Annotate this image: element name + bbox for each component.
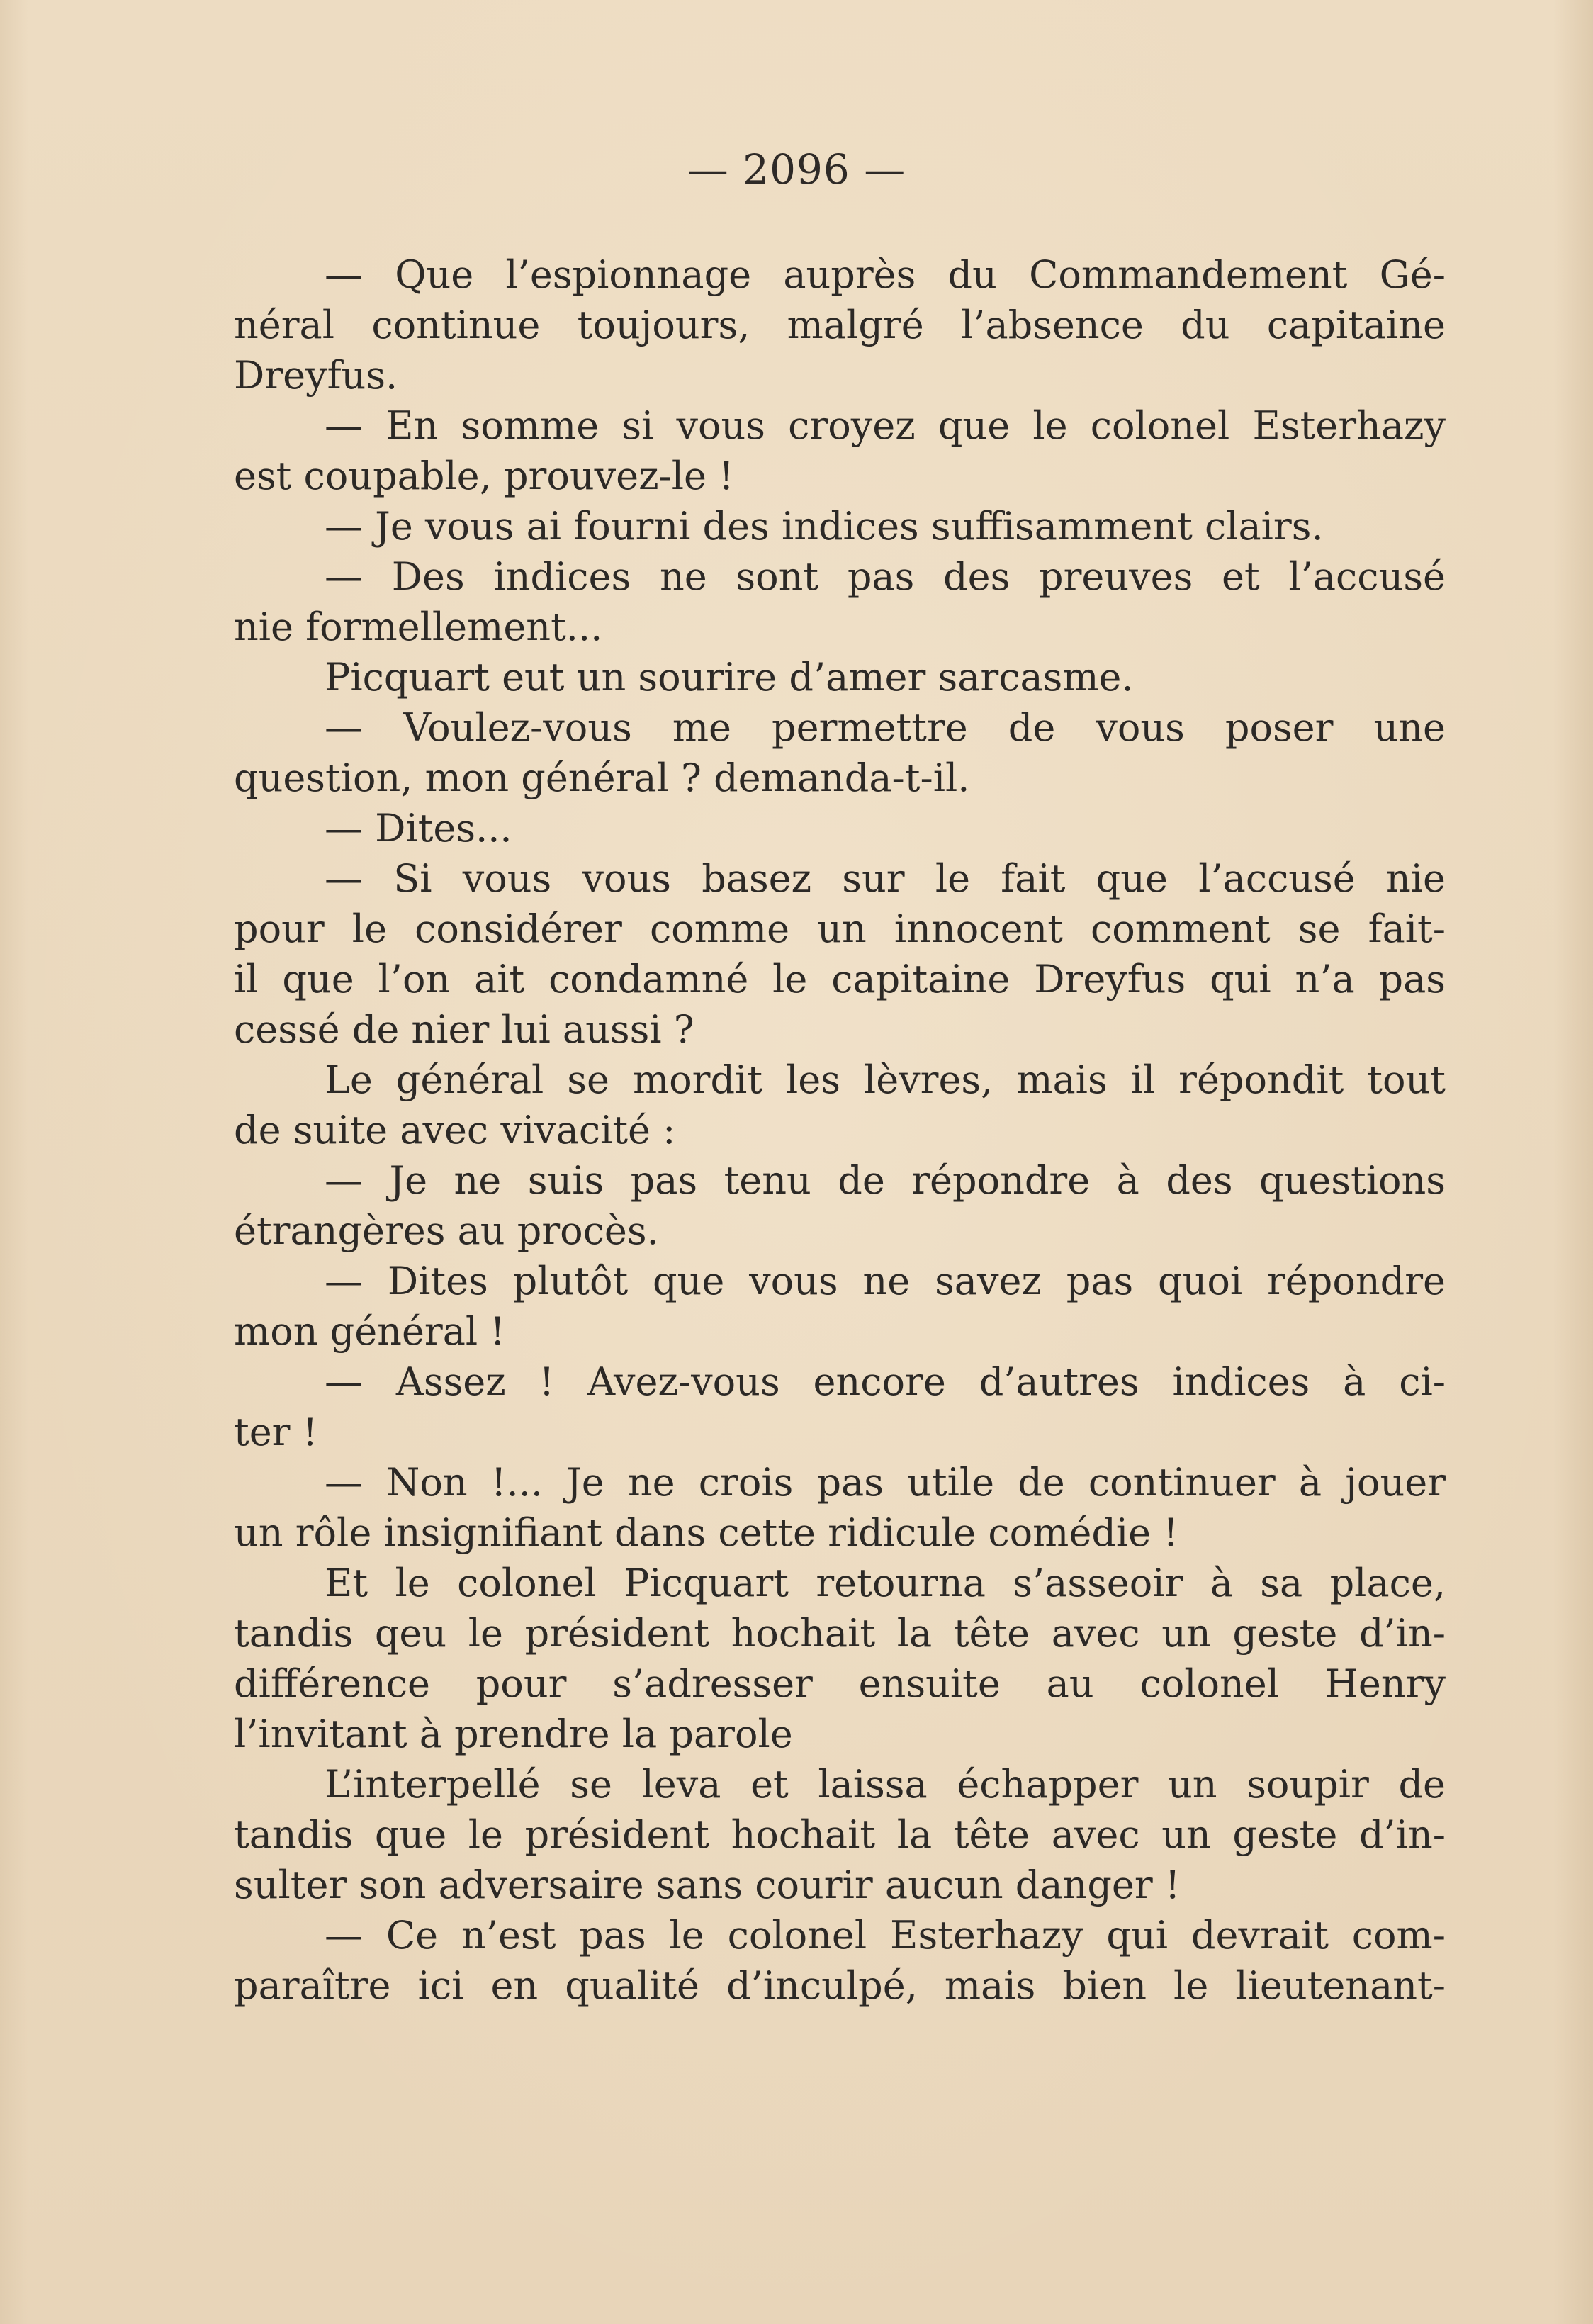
text-line: Dreyfus. [234,353,398,398]
text-line: — Dites plutôt que vous ne savez pas quoi répondre [325,1259,1446,1303]
text-line: — Assez ! Avez-vous encore d’autres indices à ci- [325,1359,1446,1404]
text-line: paraître ici en qualité d’inculpé, mais bien le lieutenant- [234,1963,1446,2008]
text-line: ter ! [234,1410,318,1454]
text-line: tandis qeu le président hochait la tête avec un geste d’in- [234,1611,1446,1656]
body-text [234,249,1446,2011]
text-line: — Si vous vous basez sur le fait que l’accusé nie [325,856,1446,901]
text-line: cessé de nier lui aussi ? [234,1007,694,1052]
text-line: — Des indices ne sont pas des preuves et l’accusé [325,554,1446,599]
text-line: question, mon général ? demanda-t-il. [234,756,970,800]
text-line: est coupable, prouvez-le ! [234,454,734,498]
text-line: — Je vous ai fourni des indices suffisamment clairs. [325,504,1324,549]
text-line: — Ce n’est pas le colonel Esterhazy qui devrait com- [325,1913,1446,1958]
text-line: néral continue toujours, malgré l’absence du capitaine [234,303,1446,347]
text-line: étrangères au procès. [234,1208,659,1253]
text-line: tandis que le président hochait la tête avec un geste d’in- [234,1812,1446,1857]
text-line: sulter son adversaire sans courir aucun danger ! [234,1863,1181,1907]
text-line: nie formellement... [234,605,603,649]
text-line: un rôle insignifiant dans cette ridicule comédie ! [234,1510,1178,1555]
text-line: L’interpellé se leva et laissa échapper un soupir de [325,1762,1446,1807]
text-line: Et le colonel Picquart retourna s’asseoir à sa place, [325,1561,1446,1605]
text-line: — Je ne suis pas tenu de répondre à des questions [325,1158,1446,1203]
text-line: mon général ! [234,1309,506,1354]
text-line: Picquart eut un sourire d’amer sarcasme. [325,655,1134,700]
text-line: l’invitant à prendre la parole [234,1712,793,1756]
text-line: de suite avec vivacité : [234,1108,676,1152]
text-line: Le général se mordit les lèvres, mais il répondit tout [325,1057,1446,1102]
text-line: — Que l’espionnage auprès du Commandement Gé- [325,252,1446,297]
text-line: — En somme si vous croyez que le colonel Esterhazy [325,403,1446,448]
text-line: pour le considérer comme un innocent comment se fait- [234,906,1446,951]
text-line: — Non !... Je ne crois pas utile de continuer à jouer [325,1460,1446,1505]
text-line: — Dites... [325,806,512,851]
page-number: — 2096 — [687,145,906,193]
page-left-edge-shadow [0,0,28,2324]
page-right-edge-shadow [1553,0,1593,2324]
text-line: il que l’on ait condamné le capitaine Dreyfus qui n’a pas [234,957,1446,1001]
text-line: — Voulez-vous me permettre de vous poser une [325,705,1446,750]
text-line: différence pour s’adresser ensuite au colonel Henry [234,1661,1446,1706]
